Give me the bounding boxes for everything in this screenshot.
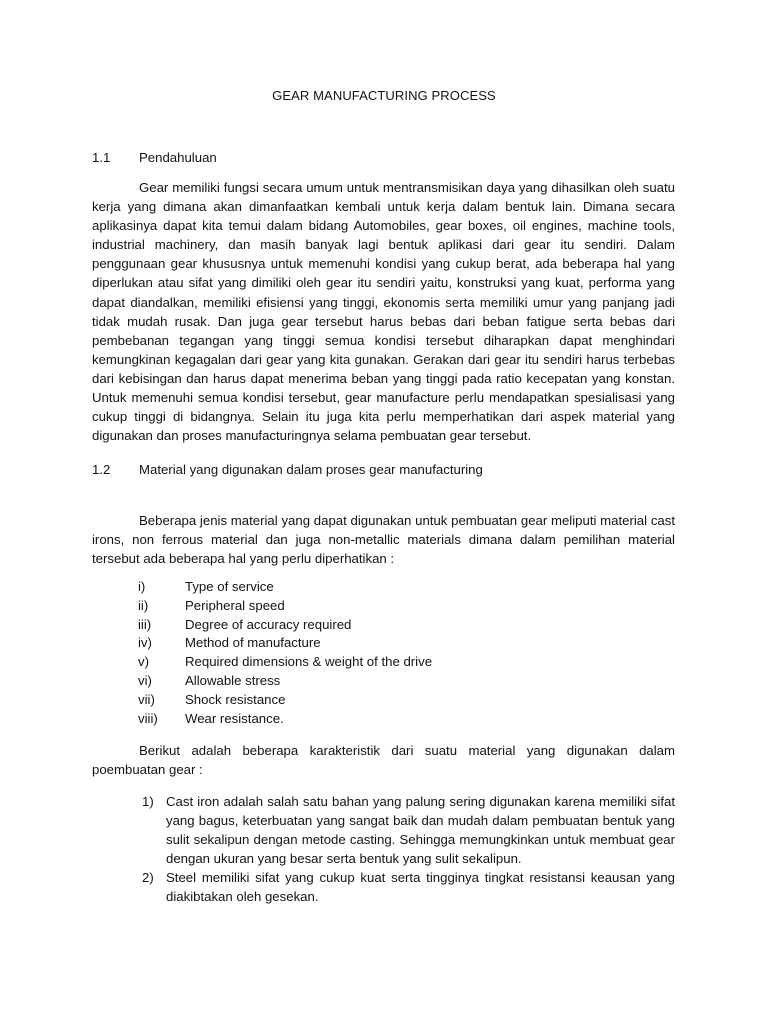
section-title: Material yang digunakan dalam proses gear manufacturing [139,462,483,477]
list-item [138,653,432,672]
characteristics-list [138,792,675,907]
list-marker: vii) [138,691,155,707]
section-number: 1.1 [92,150,111,165]
list-text: Cast iron adalah salah satu bahan yang palung sering digunakan karena memiliki sifat yang bagus, keterbuatan yang sangat baik dan mudah dalam pembuatan bentuk yang sulit sekalipun dengan metode casting. Sehingga memungkinkan untuk membuat gear dengan ukuran yang besar serta bentuk yang sulit sekalipun. [166,794,675,867]
list-item [138,616,432,635]
list-marker: iii) [138,616,152,632]
list-text: Required dimensions & weight of the drive [185,654,433,670]
list-marker: i) [138,579,146,594]
list-text: Method of manufacture [185,635,321,651]
list-item [138,792,675,868]
list-item [138,710,432,729]
list-text: Type of service [185,579,274,594]
section-heading-1-2 [92,462,483,477]
list-marker: 1) [142,794,154,809]
list-text: Allowable stress [185,672,281,688]
list-item [138,868,675,906]
list-text: Peripheral speed [185,597,285,613]
list-text: Degree of accuracy required [185,616,352,632]
list-marker: v) [138,654,149,670]
list-item [138,691,432,710]
list-text: Wear resistance. [185,710,284,726]
list-item [138,597,432,616]
list-marker: 2) [142,870,154,886]
section-number: 1.2 [92,462,111,477]
list-marker: iv) [138,635,152,651]
section-heading-1-1 [92,150,217,165]
intro-paragraph: Gear memiliki fungsi secara umum untuk mentransmisikan daya yang dihasilkan oleh suatu kerja yang dimana akan dimanfaatkan kembali untuk kerja dalam bentuk lain. Dimana secara aplikasinya dapat kita temui dalam bidang Automobiles, gear boxes, oil engines, machine tools, industrial machinery, dan masih banyak lagi bentuk aplikasi dari gear itu sendiri. Dalam penggunaan gear khususnya untuk memenuhi kondisi yang cukup berat, ada beberapa hal yang diperlukan atau sifat yang dimiliki oleh gear itu sendiri yaitu, konstruksi yang kuat, performa yang dapat diandalkan, memiliki efisiensi yang tinggi, ekonomis serta memiliki umur yang panjang jadi tidak mudah rusak. Dan juga gear tersebut harus bebas dari beban fatigue serta bebas dari pembebanan tegangan yang tinggi semua kondisi tersebut diharapkan dapat menghindari kemungkinan kegagalan dari gear yang kita gunakan. Gerakan dari gear itu sendiri harus terbebas dari kebisingan dan harus dapat menerima beban yang tinggi pada ratio kecepatan yang konstan. Untuk memenuhi semua kondisi tersebut, gear manufacture perlu mendapatkan spesialisasi yang cukup tinggi di bidangnya. Selain itu juga kita perlu memperhatikan dari aspek material yang digunakan dan proses manufacturingnya selama pembuatan gear tersebut. [92,180,675,444]
list-item [138,578,432,597]
list-marker: vi) [138,672,152,688]
list-marker: ii) [138,597,149,613]
selection-factors-list [138,578,432,728]
characteristics-intro: Berikut adalah beberapa karakteristik dari suatu material yang digunakan dalam poembuatan gear : [92,743,675,778]
list-text: Steel memiliki sifat yang cukup kuat serta tingginya tingkat resistansi keausan yang diakibtakan oleh gesekan. [166,870,675,905]
list-marker: viii) [138,710,158,726]
list-item [138,634,432,653]
list-item [138,672,432,691]
document-title: GEAR MANUFACTURING PROCESS [272,88,496,103]
list-text: Shock resistance [185,691,286,707]
materials-paragraph: Beberapa jenis material yang dapat digunakan untuk pembuatan gear meliputi material cast irons, non ferrous material dan juga non-metallic materials dimana dalam pemilihan material tersebut ada beberapa hal yang perlu diperhatikan : [92,513,675,567]
section-title: Pendahuluan [139,150,217,165]
